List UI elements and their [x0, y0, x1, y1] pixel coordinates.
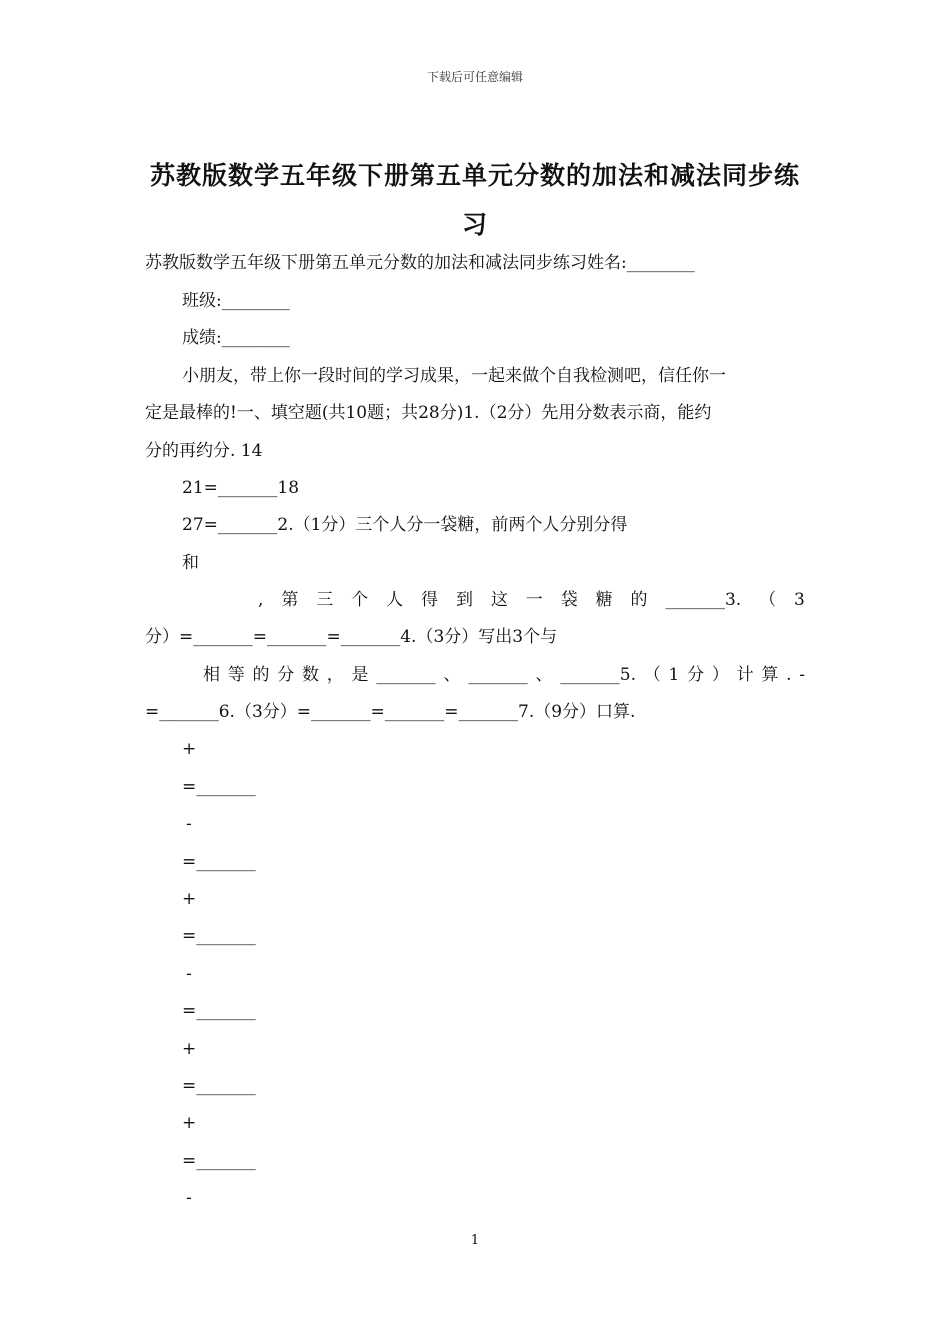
- oral-item-answer: =_______: [182, 926, 256, 946]
- q4-char: 、: [443, 665, 461, 685]
- question-3-4-text: 分）=_______=_______=_______4.（3分）写出3个与: [145, 627, 558, 647]
- oral-item-operator: +: [182, 739, 197, 759]
- question-2-and: 和: [182, 553, 199, 573]
- q4-char: 、: [535, 665, 553, 685]
- class-line: 班级:________: [182, 291, 290, 311]
- page-number: 1: [470, 1233, 480, 1248]
- q2-char: 糖: [595, 590, 613, 610]
- q4-char: 是: [351, 665, 369, 685]
- document-title-line-2: 习: [461, 210, 488, 239]
- question-2-continuation: [258, 590, 805, 610]
- q4-char: 数: [302, 665, 319, 685]
- intro-text-line-1: 小朋友，带上你一段时间的学习成果，一起来做个自我检测吧，信任你一: [182, 366, 726, 386]
- q2-char: 袋: [560, 590, 578, 610]
- q3-char: （: [759, 590, 777, 610]
- oral-item-answer: =_______: [182, 1151, 256, 1171]
- question-5-6-7-text: =_______6.（3分）=_______=_______=_______7.（9分）口算.: [145, 702, 636, 722]
- q2-blank-q3-number: _______3.: [665, 590, 742, 610]
- q4-blank: _______: [468, 665, 528, 685]
- question-4-5-text: [203, 665, 805, 685]
- q5-char: -: [799, 665, 805, 685]
- q5-char: ）: [711, 665, 729, 685]
- q4-char: ，: [326, 665, 344, 685]
- q2-char: 的: [630, 590, 648, 610]
- q4-blank-q5-number: _______5.: [560, 665, 636, 685]
- oral-item-operator: +: [182, 1113, 197, 1133]
- oral-item-answer: =_______: [182, 852, 256, 872]
- question-1-text: 分的再约分. 14: [145, 441, 263, 461]
- header-note: 下载后可任意编辑: [426, 70, 523, 84]
- q2-char: ,: [258, 590, 264, 610]
- q2-char: 第: [281, 590, 299, 610]
- oral-item-answer: =_______: [182, 1076, 256, 1096]
- q5-char: 计: [736, 665, 754, 685]
- score-line: 成绩:________: [182, 328, 290, 348]
- q5-char: 1: [668, 665, 680, 685]
- oral-item-operator: -: [186, 964, 192, 984]
- question-1-blank-1: 21=_______18: [182, 478, 300, 498]
- oral-item-operator: -: [186, 814, 192, 834]
- q4-char: 等: [227, 665, 245, 685]
- q2-char: 三: [316, 590, 334, 610]
- oral-item-operator: +: [182, 889, 197, 909]
- q4-char: 的: [252, 665, 270, 685]
- q5-char: 算: [761, 665, 779, 685]
- oral-item-answer: =_______: [182, 1001, 256, 1021]
- q4-blank: _______: [376, 665, 436, 685]
- q4-char: 分: [277, 665, 295, 685]
- q5-char: 分: [687, 665, 705, 685]
- oral-item-answer: =_______: [182, 777, 256, 797]
- q2-char: 一: [525, 590, 543, 610]
- document-title-line-1: 苏教版数学五年级下册第五单元分数的加法和减法同步练: [149, 161, 800, 190]
- q2-char: 得: [421, 590, 439, 610]
- oral-item-operator: +: [182, 1039, 197, 1059]
- q2-char: 人: [386, 590, 404, 610]
- q3-char: 3: [794, 590, 805, 610]
- q2-char: 这: [490, 590, 508, 610]
- question-2-text: 27=_______2.（1分）三个人分一袋糖，前两个人分别分得: [182, 515, 628, 535]
- q4-char: 相: [203, 665, 220, 685]
- oral-item-operator: -: [186, 1188, 192, 1208]
- q2-char: 到: [455, 590, 473, 610]
- q5-char: .: [786, 665, 792, 685]
- intro-text-line-2: 定是最棒的!一、填空题(共10题；共28分)1.（2分）先用分数表示商，能约: [145, 403, 712, 423]
- q5-char: （: [643, 665, 661, 685]
- q2-char: 个: [351, 590, 369, 610]
- subtitle-name-line: 苏教版数学五年级下册第五单元分数的加法和减法同步练习姓名:________: [145, 253, 695, 273]
